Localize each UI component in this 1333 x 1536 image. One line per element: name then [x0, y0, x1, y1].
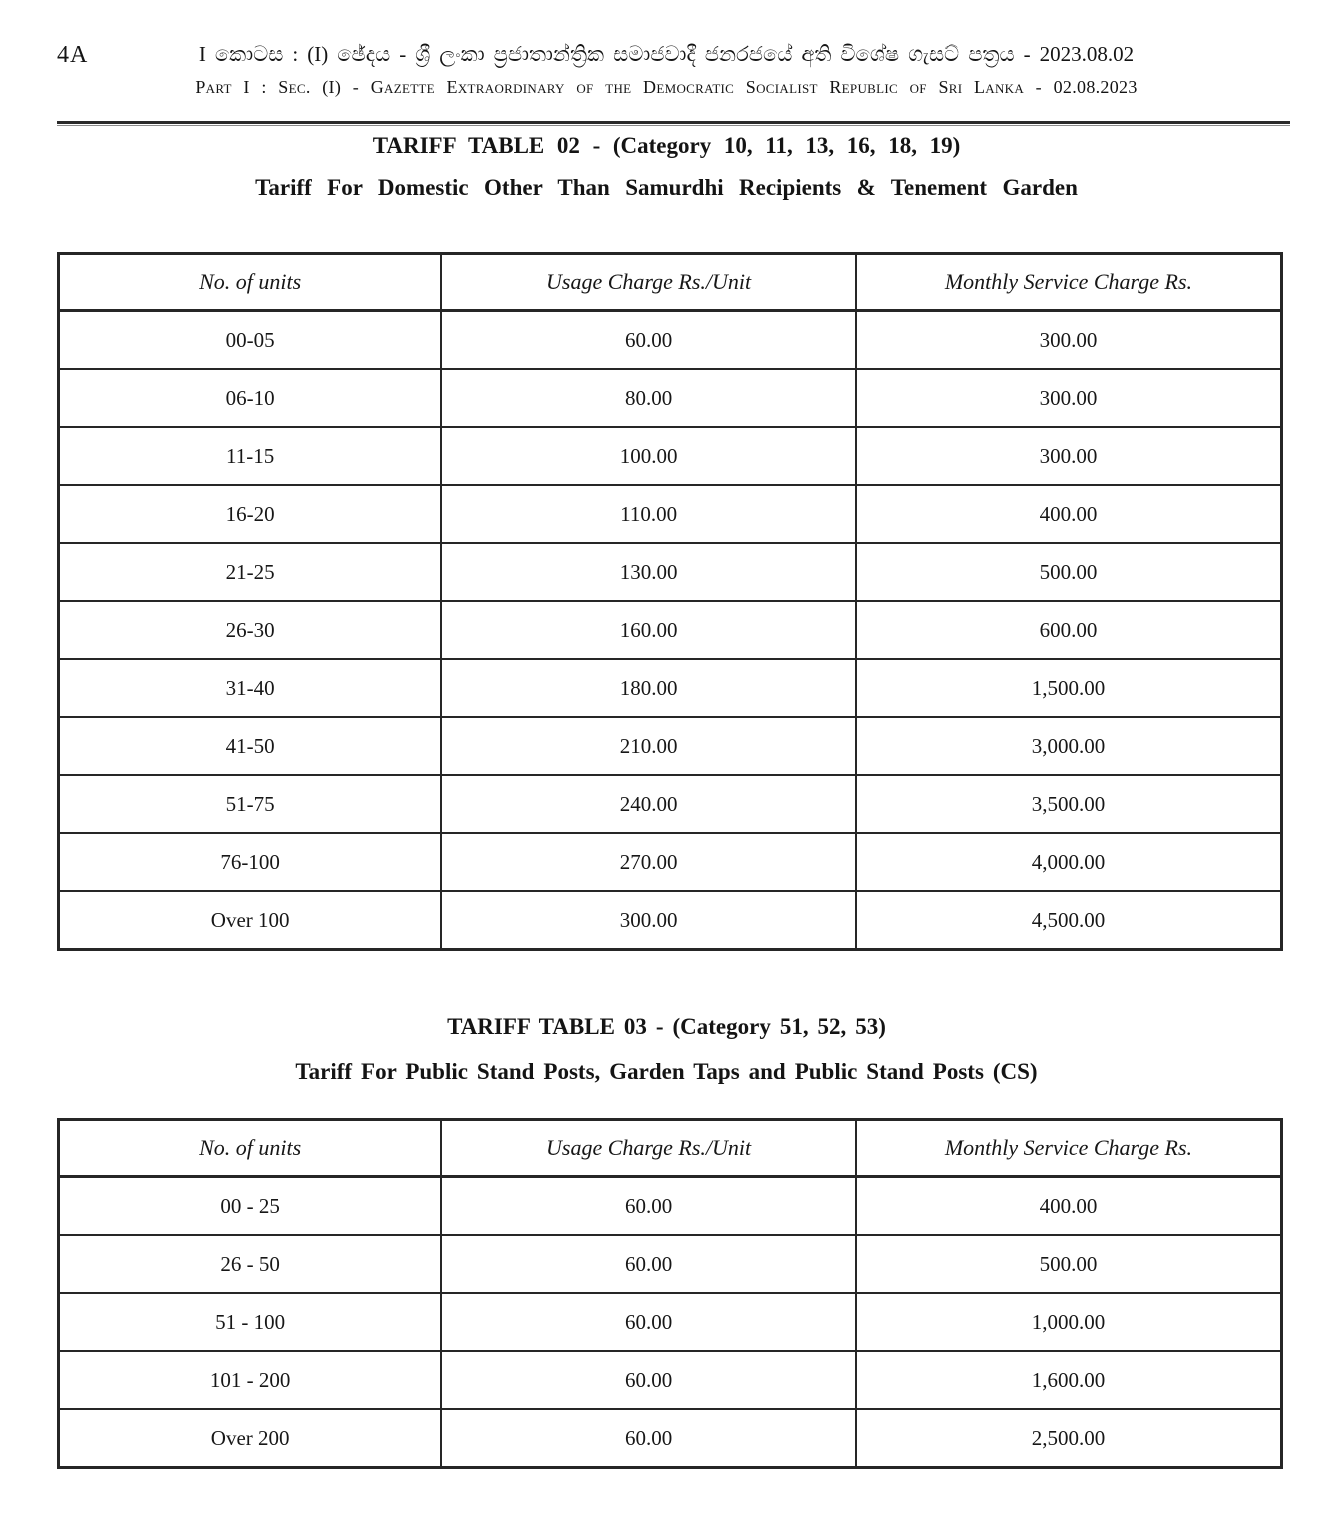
column-header: Usage Charge Rs./Unit: [441, 254, 856, 311]
table-row: [59, 485, 1282, 543]
table-cell: 110.00: [441, 485, 856, 543]
column-header: No. of units: [59, 254, 442, 311]
table-cell: 60.00: [441, 1351, 856, 1409]
column-header: Monthly Service Charge Rs.: [856, 1120, 1282, 1177]
table-cell: 210.00: [441, 717, 856, 775]
table-row: [59, 1235, 1282, 1293]
table-row: [59, 775, 1282, 833]
table-cell: 06-10: [59, 369, 442, 427]
table-cell: 11-15: [59, 427, 442, 485]
header-english-line: Part I : Sec. (I) - Gazette Extraordinary of the Democratic Socialist Republic of Sri Lanka - 02.08.2023: [195, 77, 1138, 97]
table-cell: 3,500.00: [856, 775, 1282, 833]
table-cell: 31-40: [59, 659, 442, 717]
divider-thin-line: [57, 125, 1290, 126]
table-cell: 300.00: [856, 369, 1282, 427]
table-row: [59, 1177, 1282, 1236]
table-cell: Over 100: [59, 891, 442, 950]
divider-thick-line: [57, 121, 1290, 124]
table-cell: 00-05: [59, 311, 442, 370]
header-row: [59, 1120, 1282, 1177]
table-cell: 60.00: [441, 1235, 856, 1293]
table-cell: 500.00: [856, 543, 1282, 601]
table-cell: 60.00: [441, 1409, 856, 1468]
tariff-table-03-header: [59, 1120, 1282, 1177]
table-cell: 500.00: [856, 1235, 1282, 1293]
table-row: [59, 1409, 1282, 1468]
table-cell: 76-100: [59, 833, 442, 891]
table-cell: 1,600.00: [856, 1351, 1282, 1409]
table-cell: 26-30: [59, 601, 442, 659]
table-cell: Over 200: [59, 1409, 442, 1468]
header-divider-rule: [57, 121, 1290, 128]
page-number: 4A: [57, 42, 89, 68]
table-row: [59, 833, 1282, 891]
table-row: [59, 427, 1282, 485]
column-header: Monthly Service Charge Rs.: [856, 254, 1282, 311]
header-row: [59, 254, 1282, 311]
table-row: [59, 369, 1282, 427]
table-cell: 400.00: [856, 485, 1282, 543]
table-cell: 1,000.00: [856, 1293, 1282, 1351]
table-cell: 00 - 25: [59, 1177, 442, 1236]
table-cell: 300.00: [441, 891, 856, 950]
table-row: [59, 1293, 1282, 1351]
tariff-table-02-header: [59, 254, 1282, 311]
table-cell: 51-75: [59, 775, 442, 833]
table-cell: 26 - 50: [59, 1235, 442, 1293]
table-cell: 130.00: [441, 543, 856, 601]
tariff-table-03-title: TARIFF TABLE 03 - (Category 51, 52, 53): [447, 1014, 886, 1039]
table-cell: 101 - 200: [59, 1351, 442, 1409]
tariff-table-02-body: [59, 311, 1282, 950]
table-row: [59, 311, 1282, 370]
tariff-table-02: [57, 252, 1283, 951]
table-cell: 51 - 100: [59, 1293, 442, 1351]
table-cell: 60.00: [441, 1293, 856, 1351]
column-header: No. of units: [59, 1120, 442, 1177]
header-sinhala-line: I කොටස : (I) ඡේදය - ශ්‍රී ලංකා ප්‍රජාතාන්ත්‍රික සමාජවාදී ජනරජයේ අති විශේෂ ගැසට් පත්‍රය - 2023.08.02: [198, 42, 1135, 66]
table-row: [59, 891, 1282, 950]
table-row: [59, 717, 1282, 775]
tariff-table-03: [57, 1118, 1283, 1469]
tariff-table-03-subtitle: Tariff For Public Stand Posts, Garden Taps and Public Stand Posts (CS): [295, 1059, 1038, 1084]
table-cell: 60.00: [441, 311, 856, 370]
tariff-table-02-title: TARIFF TABLE 02 - (Category 10, 11, 13, 16, 18, 19): [372, 133, 961, 158]
table-cell: 21-25: [59, 543, 442, 601]
table-cell: 300.00: [856, 427, 1282, 485]
table-cell: 300.00: [856, 311, 1282, 370]
tariff-table-03-body: [59, 1177, 1282, 1468]
table-cell: 160.00: [441, 601, 856, 659]
table-row: [59, 1351, 1282, 1409]
table-row: [59, 543, 1282, 601]
table-cell: 4,000.00: [856, 833, 1282, 891]
table-cell: 2,500.00: [856, 1409, 1282, 1468]
table-row: [59, 601, 1282, 659]
table-row: [59, 659, 1282, 717]
table-cell: 180.00: [441, 659, 856, 717]
table-cell: 4,500.00: [856, 891, 1282, 950]
table-cell: 1,500.00: [856, 659, 1282, 717]
table-cell: 270.00: [441, 833, 856, 891]
table-cell: 60.00: [441, 1177, 856, 1236]
table-cell: 600.00: [856, 601, 1282, 659]
table-cell: 41-50: [59, 717, 442, 775]
table-cell: 240.00: [441, 775, 856, 833]
table-cell: 80.00: [441, 369, 856, 427]
table-cell: 3,000.00: [856, 717, 1282, 775]
tariff-table-02-subtitle: Tariff For Domestic Other Than Samurdhi Recipients & Tenement Garden: [255, 175, 1078, 200]
table-cell: 100.00: [441, 427, 856, 485]
table-cell: 400.00: [856, 1177, 1282, 1236]
column-header: Usage Charge Rs./Unit: [441, 1120, 856, 1177]
table-cell: 16-20: [59, 485, 442, 543]
